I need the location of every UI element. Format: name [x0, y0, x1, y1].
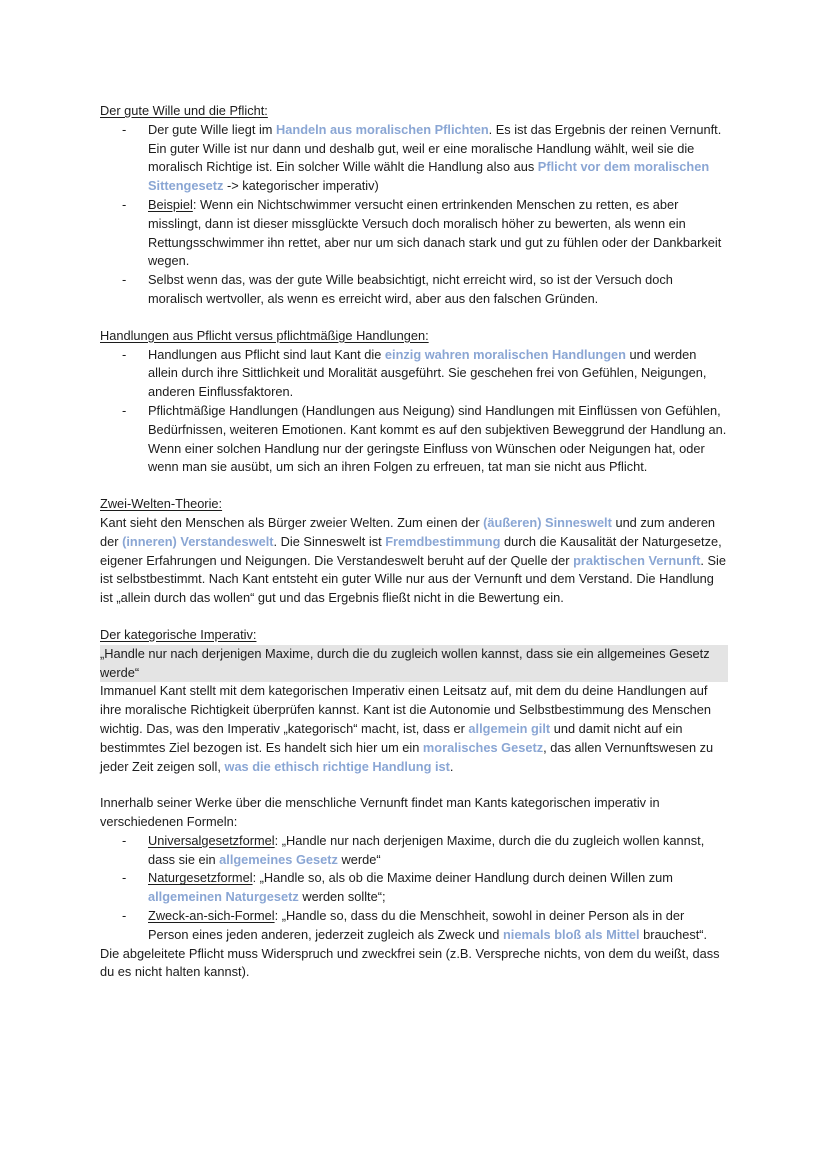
bullet-list — [100, 346, 728, 478]
paragraph: Innerhalb seiner Werke über die menschliche Vernunft findet man Kants kategorischen imperativ in verschiedenen Formeln: — [100, 795, 660, 830]
highlight-text: (äußeren) Sinneswelt — [483, 514, 612, 530]
text-run: : „Handle so, dass du die Menschheit, sowohl in deiner Person als in der Person eines jeden anderen, jederzeit zugleich als Zweck und — [148, 908, 685, 942]
underlined-label: Universalgesetzformel — [148, 832, 275, 848]
paragraph — [100, 682, 728, 776]
highlight-text: allgemein gilt — [468, 720, 551, 736]
highlight-text: allgemeinen Naturgesetz — [148, 889, 299, 905]
section-guter-wille — [100, 102, 728, 309]
text-run: werde“ — [337, 851, 381, 867]
text-run: Kant sieht den Menschen als Bürger zweier Welten. Zum einen der — [100, 514, 484, 530]
bullet-item — [100, 196, 728, 271]
text-run: . — [449, 758, 454, 774]
text-run: und zum anderen der — [100, 514, 716, 549]
bullet-item — [100, 869, 728, 907]
paragraph: Die abgeleitete Pflicht muss Widerspruch und zweckfrei sein (z.B. Verspreche nichts, von dem du weißt, dass du es nicht halten kannst). — [100, 945, 720, 980]
highlighted-quote: „Handle nur nach derjenigen Maxime, durch die du zugleich wollen kannst, dass sie ein allgemeines Gesetz werde“ — [100, 645, 728, 683]
text-run: Der gute Wille liegt im — [148, 121, 277, 137]
text-run: : „Handle so, als ob die Maxime deiner Handlung durch deinen Willen zum — [252, 870, 673, 886]
highlight-text: was die ethisch richtige Handlung ist — [224, 758, 450, 774]
bullet-list — [100, 832, 728, 945]
bullet-item — [100, 346, 728, 402]
underlined-label: Naturgesetzformel — [148, 870, 253, 886]
section-heading: Zwei-Welten-Theorie: — [100, 496, 223, 512]
section-heading: Handlungen aus Pflicht versus pflichtmäßige Handlungen: — [100, 327, 429, 343]
text-run: durch die Kausalität der Naturgesetze, eigener Erfahrungen und Neigungen. Die Verstandeswelt beruht auf der Quelle der — [100, 533, 722, 568]
text-run: Pflichtmäßige Handlungen (Handlungen aus Neigung) sind Handlungen mit Einflüssen von Gefühlen, Bedürfnissen, weiteren Emotionen. Kant kommt es auf den subjektiven Beweggrund der Handlung an. Wenn einer solchen Handlung nur der geringste Einfluss von Wünschen oder Neigungen hat, oder wenn man sie ausübt, um sich an ihren Folgen zu erfreuen, tat man sie nicht aus Pflicht. — [148, 402, 727, 475]
underlined-label: Zweck-an-sich-Formel — [148, 908, 275, 924]
section-zwei-welten — [100, 495, 728, 608]
section-kategorischer-imperativ — [100, 626, 728, 776]
text-run: Immanuel Kant stellt mit dem kategorischen Imperativ einen Leitsatz auf, mit dem du deine Handlungen auf ihre moralische Richtigkeit überprüfen kannst. Kant ist die Autonomie und Selbstbestimmung des Menschen wichtig. Das, was den Imperativ „kategorisch“ macht, ist, dass er — [100, 683, 712, 736]
bullet-item — [100, 832, 728, 870]
highlight-text: allgemeines Gesetz — [219, 851, 338, 867]
text-run: Selbst wenn das, was der gute Wille beabsichtigt, nicht erreicht wird, so ist der Versuch doch moralisch wertvoller, als wenn es erreicht wird, aber aus den falschen Gründen. — [148, 272, 673, 306]
bullet-item — [100, 271, 728, 309]
text-run: : Wenn ein Nichtschwimmer versucht einen ertrinkenden Menschen zu retten, es aber misslingt, dann ist dieser missglückte Versuch doch moralisch höher zu bewerten, als wenn ein Rettungsschwimmer ihn rettet, aber nur um sich danach stark und gut zu fühlen oder der Dankbarkeit wegen. — [148, 196, 722, 269]
text-run: und werden allein durch ihre Sittlichkeit und Moralität ausgeführt. Sie geschehen frei von Gefühlen, Neigungen, anderen Einflussfaktoren. — [148, 346, 707, 400]
highlight-text: praktischen Vernunft — [573, 552, 701, 568]
bullet-item — [100, 402, 728, 477]
section-pflicht-handlungen — [100, 327, 728, 477]
highlight-text: moralisches Gesetz — [422, 739, 544, 755]
bullet-list — [100, 121, 728, 309]
paragraph — [100, 514, 728, 608]
text-run: : „Handle nur nach derjenigen Maxime, durch die du zugleich wollen kannst, dass sie ein — [148, 832, 705, 867]
highlight-text: (inneren) Verstandeswelt — [122, 533, 274, 549]
underlined-label: Beispiel — [148, 196, 193, 212]
text-run: brauchest“. — [639, 926, 708, 942]
text-run: werden sollte“; — [298, 889, 386, 905]
text-run: . Sie ist selbstbestimmt. Nach Kant entsteht ein guter Wille nur aus der Vernunft und dem Verstand. Die Handlung ist „allein durch das wollen“ gut und das Ergebnis fließt nicht in die Bewertung ein. — [100, 552, 726, 606]
text-run: Handlungen aus Pflicht sind laut Kant die — [148, 346, 385, 362]
text-run: , das allen Vernunftswesen zu jeder Zeit zeigen soll, — [100, 739, 714, 774]
text-run: . Es ist das Ergebnis der reinen Vernunft. Ein guter Wille ist nur dann und deshalb gut, weil er eine moralische Handlung wählt, weil sie die moralisch Richtige ist. Ein solcher Wille wählt die Handlung also aus — [148, 121, 722, 175]
highlight-text: Handeln aus moralischen Pflichten — [276, 121, 489, 137]
text-run: und damit nicht auf ein bestimmtes Ziel bezogen ist. Es handelt sich hier um ein — [100, 720, 683, 755]
text-run: . Die Sinneswelt ist — [273, 533, 386, 549]
highlight-text: Fremdbestimmung — [385, 533, 501, 549]
highlight-text: Pflicht vor dem moralischen Sittengesetz — [148, 159, 710, 194]
section-formeln — [100, 794, 728, 982]
highlight-text: niemals bloß als Mittel — [502, 926, 640, 942]
section-heading: Der kategorische Imperativ: — [100, 626, 257, 642]
bullet-item — [100, 121, 728, 196]
highlight-text: einzig wahren moralischen Handlungen — [384, 346, 626, 362]
text-run: -> kategorischer imperativ) — [223, 178, 379, 194]
bullet-item — [100, 907, 728, 945]
section-heading: Der gute Wille und die Pflicht: — [100, 103, 268, 118]
